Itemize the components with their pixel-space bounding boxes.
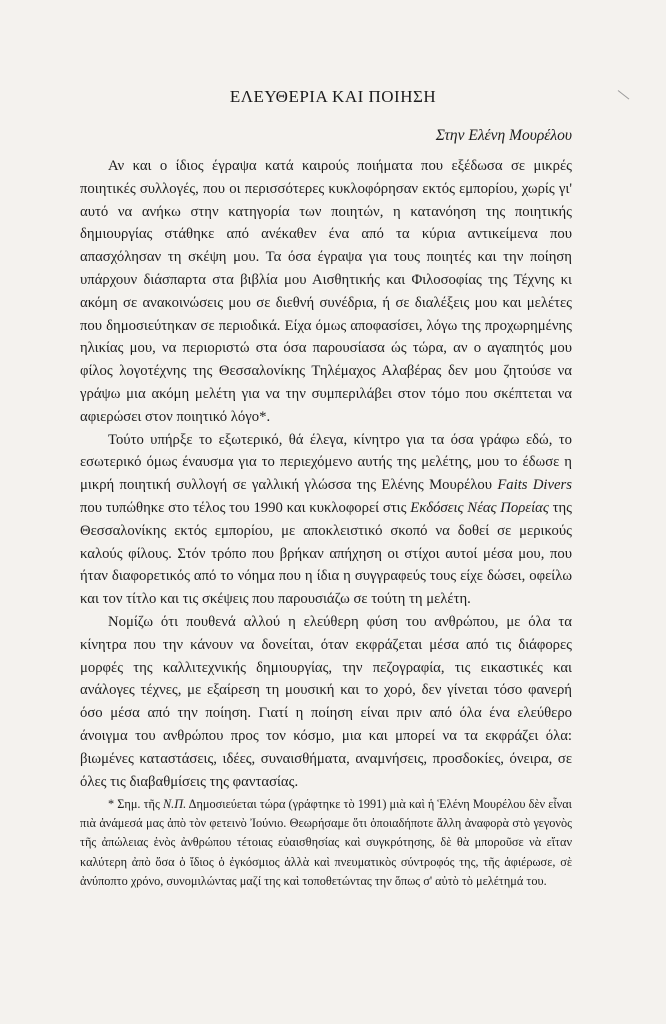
article-body (80, 155, 572, 793)
paragraph-1: Αν και ο ίδιος έγραψα κατά καιρούς ποιήματα που εξέδωσα σε μικρές ποιητικές συλλογές, που οι περισσότερες κυκλοφόρησαν εκτός εμπορίου, χωρίς γι' αυτό να ανήκω στην κατηγορία των ποιητών, η κατανόηση της ποιητικής δημιουργίας στάθηκε από ανέκαθεν ένα από τα κύρια αντικείμενα που απασχόλησαν τη σκέψη μου. Τα όσα έγραψα για τους ποιητές και την ποίηση υπάρχουν διάσπαρτα στα βιβλία μου Αισθητικής και Φιλοσοφίας της Τέχνης κι ακόμη σε ανακοινώσεις μου σε διεθνή συνέδρια, ή σε διαλέξεις μου και μελέτες που δημοσιεύτηκαν σε περιοδικά. Είχα όμως αποφασίσει, λόγω της προχωρημένης ηλικίας μου, να περιοριστώ στα όσα παρουσίασα ώς τώρα, αν ο αγαπητός μου φίλος λογοτέχνης της Θεσσαλονίκης Τηλέμαχος Αλαβέρας δεν μου ζητούσε να γράψω μια ακόμη μελέτη για να την συμπεριλάβει στον τόμο που σκέπτεται να αφιερώσει στον ποιητικό λόγο*. (80, 158, 572, 425)
paragraph-2 (80, 429, 572, 611)
publisher-name: Εκδόσεις Νέας Πορείας (410, 499, 549, 516)
paragraph-2-text: Τούτο υπήρξε το εξωτερικό, θά έλεγα, κίνητρο για τα όσα γράφω εδώ, το εσωτερικό όμως έναυσμα για το περιεχόμενο αυτής της μελέτης, μου το έδωσε η μικρή ποιητική συλλογή σε γαλλική γλώσσα της Ελένης Μουρέλου (80, 431, 572, 494)
footnote-text: * Σημ. τῆς (108, 797, 163, 811)
paragraph-2-text: της Θεσσαλονίκης εκτός εμπορίου, με αποκλειστικό σκοπό να δοθεί σε μερικούς καλούς φίλους. Στόν τρόπο που βρήκαν απήχηση οι στίχοι αυτοί μέσα μου, που ήταν διαφορετικός από το νόημα που η ίδια η συγγραφεύς τους είχε δώσει, οφείλω και τον τίτλο και τις σκέψεις που παρουσιάζω σε τούτη τη μελέτη. (80, 499, 572, 608)
footnote-text: Δημοσιεύεται τώρα (γράφτηκε τὸ 1991) μιὰ καὶ ἡ Ἑλένη Μουρέλου δὲν εἶναι πιὰ ἀνάμεσά μας ἀπὸ τὸν φετεινὸ Ἰούνιο. Θεωρήσαμε ὅτι ὁποιαδήποτε ἄλλη ἀναφορὰ στὸ γεγονὸς τῆς ἀπώλειας ἑνὸς ἀνθρώπου τέτοιας εὐαισθησίας καὶ συγκρότησης, δὲ θὰ μποροῦσε νὰ εἴταν καλύτερη ἀπὸ ὅσα ὁ ἴδιος ὁ ἐγκόσμιος ἀλλὰ καὶ πνευματικὸς σύντροφός της, τῆς ἀφιέρωσε, σὲ ἀνύποπτο χρόνο, συνομιλώντας μαζί της καὶ τοποθετώντας την ὅπως σ' αὐτὸ τὸ μελέτημά του. (80, 797, 572, 888)
footnote (80, 795, 572, 891)
paragraph-3: Νομίζω ότι πουθενά αλλού η ελεύθερη φύση του ανθρώπου, με όλα τα κίνητρα που την κάνουν να δονείται, όταν εκφράζεται μέσα από τις διάφορες μορφές της καλλιτεχνικής δημιουργίας, την πεζογραφία, τις εικαστικές και ανάλογες τέχνες, με εξαίρεση τη μουσική και το χορό, δεν γίνεται τόσο φανερή όσο μέσα από την ποίηση. Γιατί η ποίηση είναι πριν από όλα ένα ελεύθερο άνοιγμα του ανθρώπου προς τον κόσμο, μια και μπορεί να τα εκφράζει όλα: βιωμένες καταστάσεις, ιδέες, συναισθήματα, αναμνήσεις, προσδοκίες, όνειρα, σε όλες τις διαβαθμίσεις της φαντασίας. (80, 613, 572, 790)
footnote-abbreviation: Ν.Π. (162, 797, 187, 811)
book-title: Faits Divers (497, 477, 572, 494)
paragraph-2-text: που τυπώθηκε στο τέλος του 1990 και κυκλοφορεί στις (80, 499, 411, 516)
page-title: ΕΛΕΥΘΕΡΙΑ ΚΑΙ ΠΟΙΗΣΗ (229, 87, 437, 106)
dedication: Στην Ελένη Μουρέλου (435, 127, 572, 144)
scan-mark (618, 90, 630, 99)
